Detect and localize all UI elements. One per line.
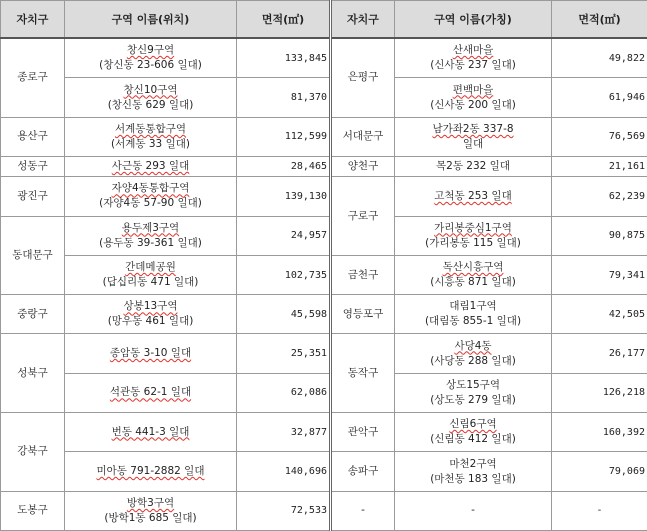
- area-cell: 160,392: [552, 413, 647, 452]
- district-cell: 서대문구: [331, 117, 395, 156]
- table-row: [1, 177, 647, 216]
- area-cell: 133,845: [237, 38, 331, 78]
- zone-cell: 번동 441-3 일대: [65, 413, 237, 452]
- district-cell: 용산구: [1, 117, 65, 156]
- zone-cell: 독산시흥구역 (시흥동 871 일대): [395, 255, 552, 294]
- zone-cell: -: [395, 491, 552, 530]
- zone-cell: 신림6구역 (신림동 412 일대): [395, 413, 552, 452]
- zone-cell: 남가좌2동 337-8 일대: [395, 117, 552, 156]
- zone-cell: 상도15구역 (상도동 279 일대): [395, 373, 552, 412]
- area-cell: 72,533: [237, 491, 331, 530]
- header-zone-left: 구역 이름(위치): [65, 1, 237, 39]
- zone-cell: 산새마을 (신사동 237 일대): [395, 38, 552, 78]
- district-cell: 동작구: [331, 334, 395, 413]
- header-area-left: 면적(㎡): [237, 1, 331, 39]
- zone-cell: 석관동 62-1 일대: [65, 373, 237, 412]
- district-cell: 도봉구: [1, 491, 65, 530]
- area-cell: 45,598: [237, 295, 331, 334]
- area-cell: 24,957: [237, 216, 331, 255]
- zone-cell: 간데메공원 (답십리동 471 일대): [65, 255, 237, 294]
- district-cell: 성동구: [1, 157, 65, 177]
- zone-cell: 목2동 232 일대: [395, 157, 552, 177]
- district-cell: 영등포구: [331, 295, 395, 334]
- table-row: [1, 255, 647, 294]
- zone-cell: 창신9구역 (창신동 23-606 일대): [65, 38, 237, 78]
- table-row: [1, 334, 647, 373]
- district-cell: 관악구: [331, 413, 395, 452]
- district-cell: 중랑구: [1, 295, 65, 334]
- district-cell: 송파구: [331, 452, 395, 491]
- area-cell: 79,341: [552, 255, 647, 294]
- area-cell: 112,599: [237, 117, 331, 156]
- table-row: [1, 216, 647, 255]
- table-row: [1, 452, 647, 491]
- area-cell: 126,218: [552, 373, 647, 412]
- header-area-right: 면적(㎡): [552, 1, 647, 39]
- area-cell: -: [552, 491, 647, 530]
- district-cell: 동대문구: [1, 216, 65, 295]
- area-cell: 139,130: [237, 177, 331, 216]
- header-district-left: 자치구: [1, 1, 65, 39]
- area-cell: 102,735: [237, 255, 331, 294]
- table-row: [1, 413, 647, 452]
- zone-cell: 방학3구역 (방학1동 685 일대): [65, 491, 237, 530]
- area-cell: 79,069: [552, 452, 647, 491]
- zone-cell: 사당4동 (사당동 288 일대): [395, 334, 552, 373]
- area-cell: 42,505: [552, 295, 647, 334]
- area-cell: 90,875: [552, 216, 647, 255]
- district-cell: 광진구: [1, 177, 65, 216]
- area-cell: 28,465: [237, 157, 331, 177]
- zone-cell: 상봉13구역 (망우동 461 일대): [65, 295, 237, 334]
- header-district-right: 자치구: [331, 1, 395, 39]
- area-cell: 62,086: [237, 373, 331, 412]
- area-cell: 61,946: [552, 78, 647, 117]
- area-cell: 81,370: [237, 78, 331, 117]
- area-cell: 140,696: [237, 452, 331, 491]
- zone-cell: 자양4동통합구역 (자양4동 57-90 일대): [65, 177, 237, 216]
- table-row: [1, 295, 647, 334]
- district-cell: -: [331, 491, 395, 530]
- area-cell: 26,177: [552, 334, 647, 373]
- zone-cell: 서계동통합구역 (서계동 33 일대): [65, 117, 237, 156]
- area-cell: 21,161: [552, 157, 647, 177]
- zone-cell: 가리봉중심1구역 (가리봉동 115 일대): [395, 216, 552, 255]
- area-cell: 32,877: [237, 413, 331, 452]
- zone-cell: 용두제3구역 (용두동 39-361 일대): [65, 216, 237, 255]
- header-zone-right: 구역 이름(가칭): [395, 1, 552, 39]
- area-cell: 76,569: [552, 117, 647, 156]
- area-cell: 49,822: [552, 38, 647, 78]
- zone-cell: 마천2구역 (마천동 183 일대): [395, 452, 552, 491]
- zone-cell: 창신10구역 (창신동 629 일대): [65, 78, 237, 117]
- district-cell: 종로구: [1, 38, 65, 117]
- table-row: [1, 491, 647, 530]
- table-row: [1, 373, 647, 412]
- table-row: [1, 78, 647, 117]
- zone-cell: 대림1구역 (대림동 855-1 일대): [395, 295, 552, 334]
- zone-cell: 고척동 253 일대: [395, 177, 552, 216]
- district-cell: 양천구: [331, 157, 395, 177]
- header-row: [1, 1, 647, 39]
- table-row: [1, 38, 647, 78]
- district-cell: 구로구: [331, 177, 395, 256]
- table-row: [1, 157, 647, 177]
- district-cell: 금천구: [331, 255, 395, 294]
- area-cell: 62,239: [552, 177, 647, 216]
- table-row: [1, 117, 647, 156]
- zone-cell: 사근동 293 일대: [65, 157, 237, 177]
- zone-cell: 편백마을 (신사동 200 일대): [395, 78, 552, 117]
- zone-cell: 종암동 3-10 일대: [65, 334, 237, 373]
- district-cell: 성북구: [1, 334, 65, 413]
- district-cell: 은평구: [331, 38, 395, 117]
- area-cell: 25,351: [237, 334, 331, 373]
- zone-cell: 미아동 791-2882 일대: [65, 452, 237, 491]
- district-cell: 강북구: [1, 413, 65, 492]
